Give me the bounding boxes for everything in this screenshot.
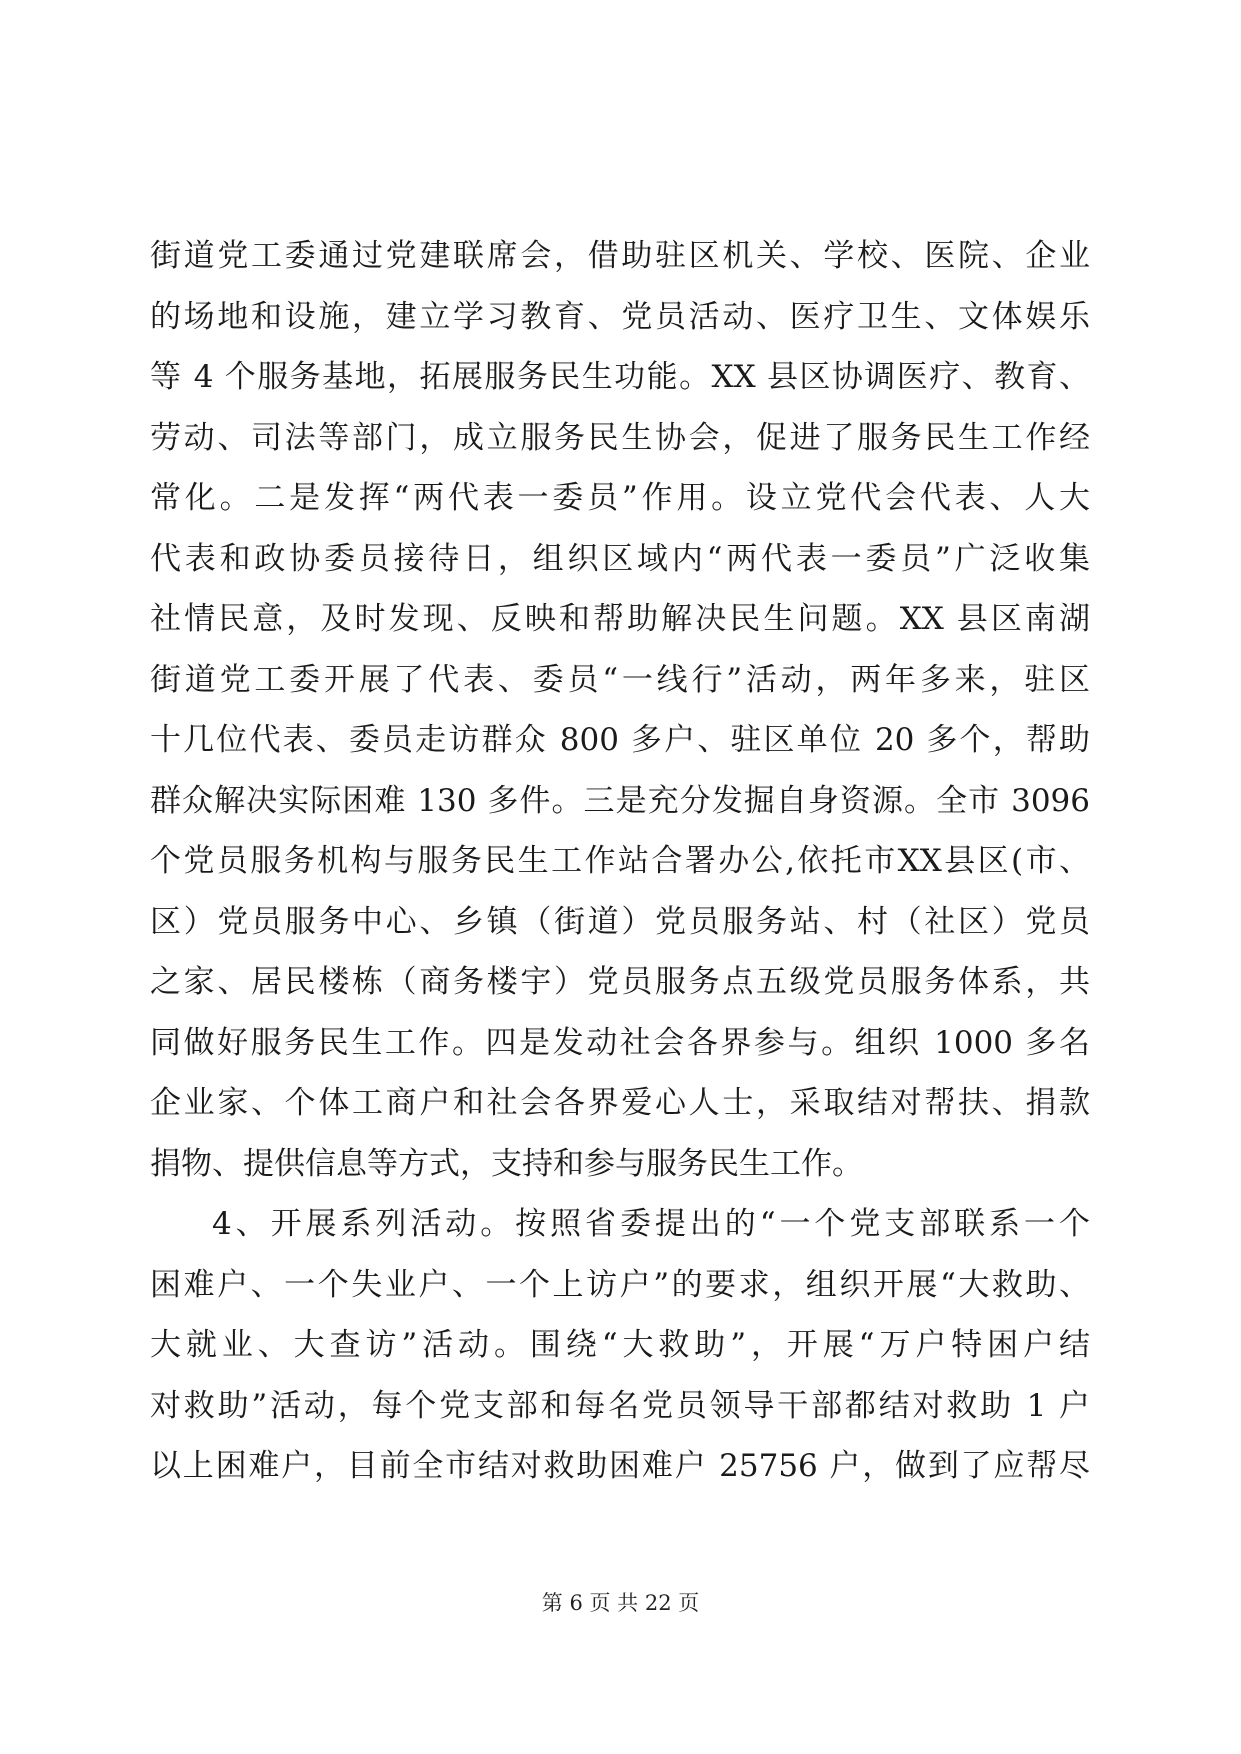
text-line: 以上困难户，目前全市结对救助困难户 25756 户，做到了应帮尽 bbox=[150, 1448, 1090, 1484]
text-line: 等 4 个服务基地，拓展服务民生功能。XX 县区协调医疗、教育、 bbox=[150, 359, 1090, 395]
text-line: 区）党员服务中心、乡镇（街道）党员服务站、村（社区）党员 bbox=[150, 903, 1090, 940]
text-line: 常化。二是发挥“两代表一委员”作用。设立党代会代表、人大 bbox=[150, 480, 1090, 516]
text-line: 的场地和设施，建立学习教育、党员活动、医疗卫生、文体娱乐 bbox=[150, 298, 1090, 335]
text-line: 企业家、个体工商户和社会各界爱心人士，采取结对帮扶、捐款 bbox=[150, 1085, 1090, 1121]
page-number-footer: 第 6 页 共 22 页 bbox=[541, 1591, 700, 1615]
text-line: 同做好服务民生工作。四是发动社会各界参与。组织 1000 多名 bbox=[150, 1024, 1090, 1061]
text-line: 大就业、大查访”活动。围绕“大救助”，开展“万户特困户结 bbox=[150, 1327, 1090, 1363]
text-line: 对救助”活动，每个党支部和每名党员领导干部都结对救助 1 户 bbox=[150, 1387, 1090, 1424]
text-line: 困难户、一个失业户、一个上访户”的要求，组织开展“大救助、 bbox=[150, 1266, 1090, 1303]
text-line: 4、开展系列活动。按照省委提出的“一个党支部联系一个 bbox=[212, 1206, 1090, 1242]
text-line: 社情民意，及时发现、反映和帮助解决民生问题。XX 县区南湖 bbox=[150, 601, 1090, 637]
text-line: 街道党工委开展了代表、委员“一线行”活动，两年多来，驻区 bbox=[150, 661, 1090, 698]
text-line: 街道党工委通过党建联席会，借助驻区机关、学校、医院、企业 bbox=[150, 238, 1090, 274]
text-line: 捐物、提供信息等方式，支持和参与服务民生工作。 bbox=[150, 1145, 863, 1182]
body-text bbox=[150, 226, 1090, 1497]
text-line: 劳动、司法等部门，成立服务民生协会，促进了服务民生工作经 bbox=[150, 419, 1090, 456]
text-line: 十几位代表、委员走访群众 800 多户、驻区单位 20 多个，帮助 bbox=[150, 722, 1090, 758]
text-line: 个党员服务机构与服务民生工作站合署办公,依托市XX县区(市、 bbox=[150, 843, 1090, 879]
text-line: 群众解决实际困难 130 多件。三是充分发掘自身资源。全市 3096 bbox=[150, 782, 1090, 819]
text-line: 代表和政协委员接待日，组织区域内“两代表一委员”广泛收集 bbox=[150, 540, 1090, 577]
text-line: 之家、居民楼栋（商务楼宇）党员服务点五级党员服务体系，共 bbox=[150, 964, 1090, 1000]
